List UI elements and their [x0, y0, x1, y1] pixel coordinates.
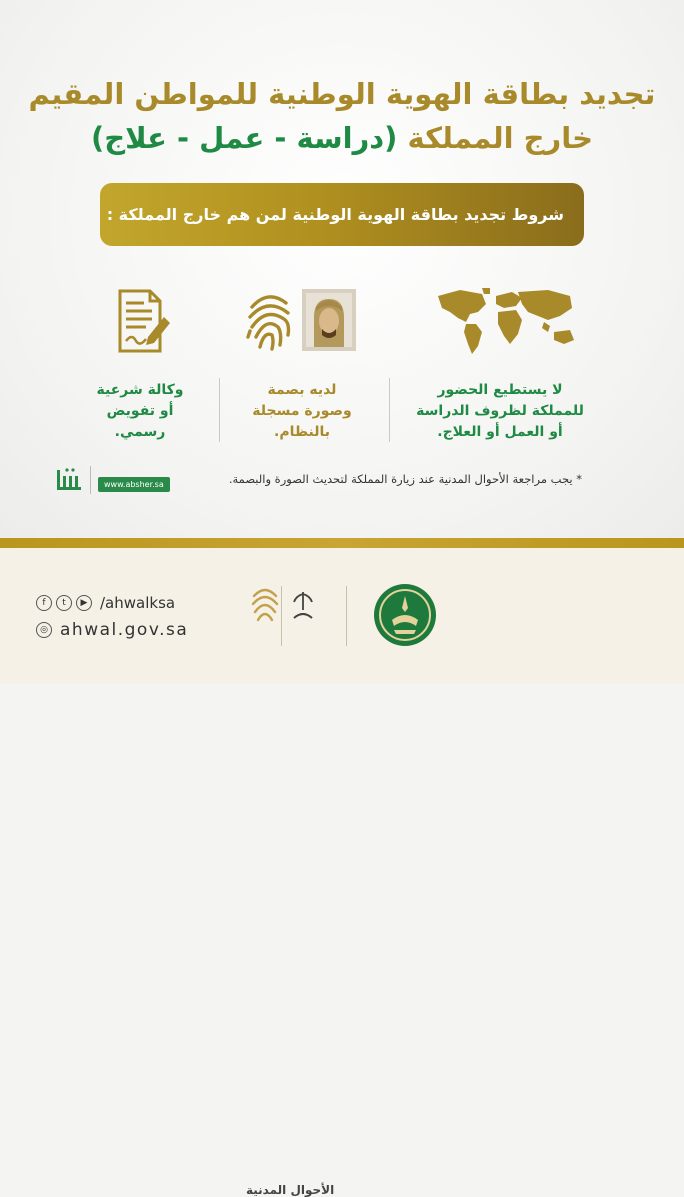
footer-separator-1: [281, 586, 282, 646]
footer: [0, 548, 684, 1197]
condition-power-of-attorney: وكالة شرعية أو تفويض رسمي.: [96, 382, 184, 440]
ahwal-logo-icon: [250, 584, 280, 626]
ministry-emblem-icon: [372, 582, 438, 648]
ahwal-label: الأحوال المدنية: [246, 1183, 335, 1197]
document-sign-icon: [116, 289, 172, 353]
youtube-icon[interactable]: ▶: [76, 595, 92, 611]
divider-1: [389, 378, 390, 442]
social-row: [36, 594, 175, 612]
main-panel: [0, 0, 684, 538]
absher-separator: [90, 466, 91, 494]
twitter-icon[interactable]: t: [56, 595, 72, 611]
title-line-1: تجديد بطاقة الهوية الوطنية للمواطن المقيم: [28, 77, 656, 111]
page-title: [0, 72, 684, 160]
absher-url[interactable]: www.absher.sa: [98, 477, 170, 492]
condition-cannot-attend: لا يستطيع الحضور للمملكة لظروف الدراسة أو العمل أو العلاج.: [416, 382, 584, 440]
title-abroad: خارج المملكة: [407, 121, 594, 155]
absher-logo: [55, 466, 85, 494]
facebook-icon[interactable]: f: [36, 595, 52, 611]
palm-swords-icon: [290, 588, 316, 624]
title-reasons: (دراسة - عمل - علاج): [90, 121, 398, 155]
title-line-2: [0, 116, 684, 160]
conditions-banner: [100, 183, 584, 246]
website-row: [36, 620, 188, 640]
footer-separator-2: [346, 586, 347, 646]
banner-text: شروط تجديد بطاقة الهوية الوطنية لمن هم خارج المملكة :: [106, 205, 564, 224]
globe-icon: ◎: [36, 622, 52, 638]
world-map-icon: [430, 286, 580, 356]
gold-strip: [0, 538, 684, 548]
social-handle[interactable]: /ahwalksa: [100, 594, 176, 612]
website-link[interactable]: ahwal.gov.sa: [60, 620, 189, 640]
divider-2: [219, 378, 220, 442]
fingerprint-photo-icon: [244, 287, 360, 353]
photo-update-note: * يجب مراجعة الأحوال المدنية عند زيارة المملكة لتحديث الصورة والبصمة.: [228, 472, 582, 486]
condition-biometrics: لديه بصمة وصورة مسجلة بالنظام.: [252, 382, 352, 440]
